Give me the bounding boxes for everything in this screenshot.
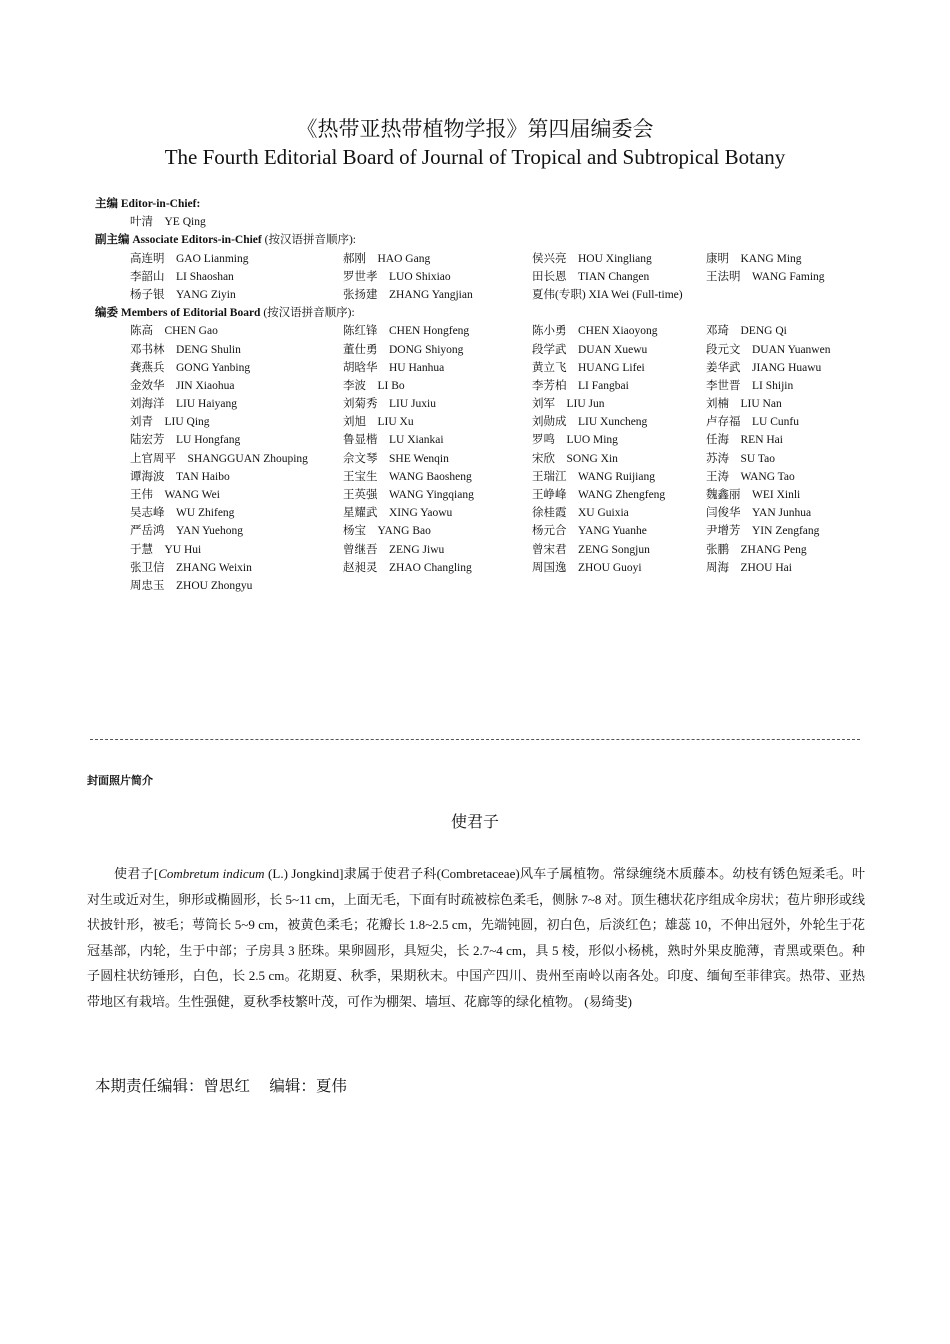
associate-editors-note: (按汉语拼音顺序): — [261, 234, 356, 247]
member-name: 王峥峰 WANG Zhengfeng — [532, 489, 666, 501]
member-name: 鲁显楷 LU Xiankai — [343, 434, 444, 447]
member-name: 杨元合 YANG Yuanhe — [532, 525, 647, 538]
member-name: 徐桂霞 XU Guixia — [532, 507, 629, 520]
member-name: 邓琦 DENG Qi — [706, 325, 787, 338]
member-name: 康明 KANG Ming — [706, 252, 802, 265]
member-name: 王宝生 WANG Baosheng — [343, 470, 472, 483]
board-members-row — [95, 559, 895, 577]
board-members-row — [95, 431, 895, 449]
member-name: 刘旭 LIU Xu — [343, 416, 414, 429]
member-name: 杨宝 YANG Bao — [343, 525, 431, 538]
member-name: 严岳鸿 YAN Yuehong — [130, 525, 243, 538]
member-name: 姜华武 JIANG Huawu — [706, 361, 822, 374]
member-name: 郝刚 HAO Gang — [343, 252, 431, 265]
associate-editors-label: Associate Editors-in-Chief — [132, 234, 262, 247]
member-name: 王法明 WANG Faming — [706, 270, 825, 283]
member-name: 王涛 WANG Tao — [706, 470, 795, 483]
member-name: 陈高 CHEN Gao — [130, 325, 218, 338]
cover-desc-body: (L.) Jongkind]隶属于使君子科(Combretaceae)风车子属植物。常绿缠绕木质藤本。幼枝有锈色短柔毛。叶对生或近对生，卵形或椭圆形，长 5~11 cm，上面无毛，下面有时疏被棕色柔毛，侧脉 7~8 对。顶生穗状花序组成伞房状；苞片卵形或线状披针形，被毛；萼筒长 5~9 cm，被黄色柔毛；花瓣长 1.8~2.5 cm，先端钝圆，初白色，后淡红色；雄蕊 10，不伸出冠外，外轮生于花冠基部，内轮，生于中部；子房具 3 胚珠。果卵圆形，具短尖，长 2.7~4 cm，具 5 棱，形似小杨桃，熟时外果皮脆薄，青黑或栗色。种子圆柱状纺锤形，白色，长 2.5 cm。花期夏、秋季，果期秋末。中国产四川、贵州至南岭以南各处。印度、缅甸至菲律宾。热带、亚热带地区有栽培。生性强健，夏秋季枝繁叶茂，可作为棚架、墙垣、花廊等的绿化植物。 (易绮斐) — [87, 866, 865, 1009]
editor-in-chief-label: Editor-in-Chief: — [120, 198, 201, 210]
cover-plant-title: 使君子 — [450, 814, 499, 831]
issue-editors: 本期责任编辑：曾思红 编辑：夏伟 — [95, 1078, 347, 1095]
cover-section-label: 封面照片简介 — [87, 774, 153, 787]
member-name: 周忠玉 ZHOU Zhongyu — [130, 579, 253, 592]
member-name: 刘勋成 LIU Xuncheng — [532, 416, 648, 429]
member-name: 吴志峰 WU Zhifeng — [130, 507, 235, 520]
member-name: 董仕勇 DONG Shiyong — [343, 343, 464, 356]
member-name: 段学武 DUAN Xuewu — [532, 343, 648, 356]
member-name: 陆宏芳 LU Hongfang — [130, 434, 241, 447]
member-name: 张卫信 ZHANG Weixin — [130, 561, 252, 574]
member-name: 罗鸣 LUO Ming — [532, 434, 618, 447]
member-name: 李世晋 LI Shijin — [706, 379, 794, 392]
member-name: 魏鑫丽 WEI Xinli — [706, 489, 801, 501]
editor-in-chief-row — [95, 213, 895, 231]
member-name: 于慧 YU Hui — [130, 543, 202, 556]
board-members-note: (按汉语拼音顺序): — [260, 307, 355, 320]
member-name: 刘海洋 LIU Haiyang — [130, 398, 237, 411]
board-members-row — [95, 413, 895, 431]
board-members-row — [95, 486, 895, 504]
member-name: 夏伟(专职) XIA Wei (Full-time) — [532, 288, 683, 301]
board-members-row — [95, 541, 895, 559]
associate-editors-row — [95, 286, 895, 304]
member-name: 胡晗华 HU Hanhua — [343, 361, 445, 374]
board-members-row — [95, 450, 895, 468]
member-name: 田长恩 TIAN Changen — [532, 270, 650, 283]
member-name: 侯兴亮 HOU Xingliang — [532, 252, 652, 265]
editor-in-chief-label-cn: 主编 — [95, 198, 118, 210]
section-divider — [90, 739, 860, 740]
board-members-row — [95, 359, 895, 377]
associate-editors-row — [95, 250, 895, 268]
board-members-row — [95, 468, 895, 486]
member-name: 宋欣 SONG Xin — [532, 452, 618, 465]
member-name: 上官周平 SHANGGUAN Zhouping — [130, 452, 308, 465]
member-name: 罗世孝 LUO Shixiao — [343, 270, 451, 283]
member-name: 段元文 DUAN Yuanwen — [706, 343, 831, 356]
member-name: 星耀武 XING Yaowu — [343, 507, 453, 520]
member-name: 王瑞江 WANG Ruijiang — [532, 470, 655, 483]
board-members-label-cn: 编委 — [95, 307, 118, 320]
member-name: 王伟 WANG Wei — [130, 489, 220, 501]
member-name: 陈红锋 CHEN Hongfeng — [343, 325, 470, 338]
member-name: 周海 ZHOU Hai — [706, 561, 792, 574]
member-name: 李波 LI Bo — [343, 379, 405, 392]
associate-editors-label-cn: 副主编 — [95, 234, 130, 247]
member-name: 刘青 LIU Qing — [130, 416, 210, 429]
board-members-row — [95, 341, 895, 359]
board-members-row — [95, 322, 895, 340]
board-members-row — [95, 504, 895, 522]
member-name: 刘菊秀 LIU Juxiu — [343, 398, 436, 411]
member-name: 赵昶灵 ZHAO Changling — [343, 561, 472, 574]
member-name: 闫俊华 YAN Junhua — [706, 507, 812, 520]
member-name: 杨子银 YANG Ziyin — [130, 288, 236, 301]
member-name: 苏涛 SU Tao — [706, 452, 775, 465]
board-members-row — [95, 377, 895, 395]
associate-editors-heading — [95, 231, 895, 249]
board-members-row — [95, 522, 895, 540]
page-title-en: The Fourth Editorial Board of Journal of Tropical and Subtropical Botany — [164, 145, 786, 169]
member-name: 佘文琴 SHE Wenqin — [343, 452, 449, 465]
member-name: 高连明 GAO Lianming — [130, 252, 249, 265]
board-members-label: Members of Editorial Board — [120, 307, 261, 320]
editor-in-chief-heading — [95, 195, 895, 213]
member-name: 曾宋君 ZENG Songjun — [532, 543, 650, 556]
member-name: 邓书林 DENG Shulin — [130, 343, 241, 356]
cover-desc-prefix: 使君子[ — [114, 866, 159, 881]
member-name: 张扬建 ZHANG Yangjian — [343, 288, 473, 301]
member-name: 谭海波 TAN Haibo — [130, 470, 230, 483]
member-name: 龚燕兵 GONG Yanbing — [130, 361, 251, 374]
cover-description — [87, 861, 865, 1014]
editorial-board — [95, 195, 895, 595]
member-name: 黄立飞 HUANG Lifei — [532, 361, 645, 374]
page-title-cn: 《热带亚热带植物学报》第四届编委会 — [296, 117, 654, 141]
member-name: 周国逸 ZHOU Guoyi — [532, 561, 642, 574]
board-members-heading — [95, 304, 895, 322]
member-name: 尹增芳 YIN Zengfang — [706, 525, 820, 538]
board-members-row — [95, 577, 895, 595]
cover-desc-latin-name: Combretum indicum — [158, 866, 265, 881]
member-name: 李韶山 LI Shaoshan — [130, 270, 234, 283]
member-name: 卢存福 LU Cunfu — [706, 416, 799, 429]
associate-editors-row — [95, 268, 895, 286]
member-name: 李芳柏 LI Fangbai — [532, 379, 629, 392]
member-name: 陈小勇 CHEN Xiaoyong — [532, 325, 658, 338]
member-name: 叶清 YE Qing — [130, 216, 206, 229]
member-name: 张鹏 ZHANG Peng — [706, 543, 807, 556]
member-name: 王英强 WANG Yingqiang — [343, 489, 474, 501]
member-name: 任海 REN Hai — [706, 434, 783, 447]
member-name: 刘军 LIU Jun — [532, 398, 605, 411]
member-name: 金效华 JIN Xiaohua — [130, 379, 235, 392]
board-members-row — [95, 395, 895, 413]
member-name: 刘楠 LIU Nan — [706, 398, 782, 411]
member-name: 曾继吾 ZENG Jiwu — [343, 543, 445, 556]
